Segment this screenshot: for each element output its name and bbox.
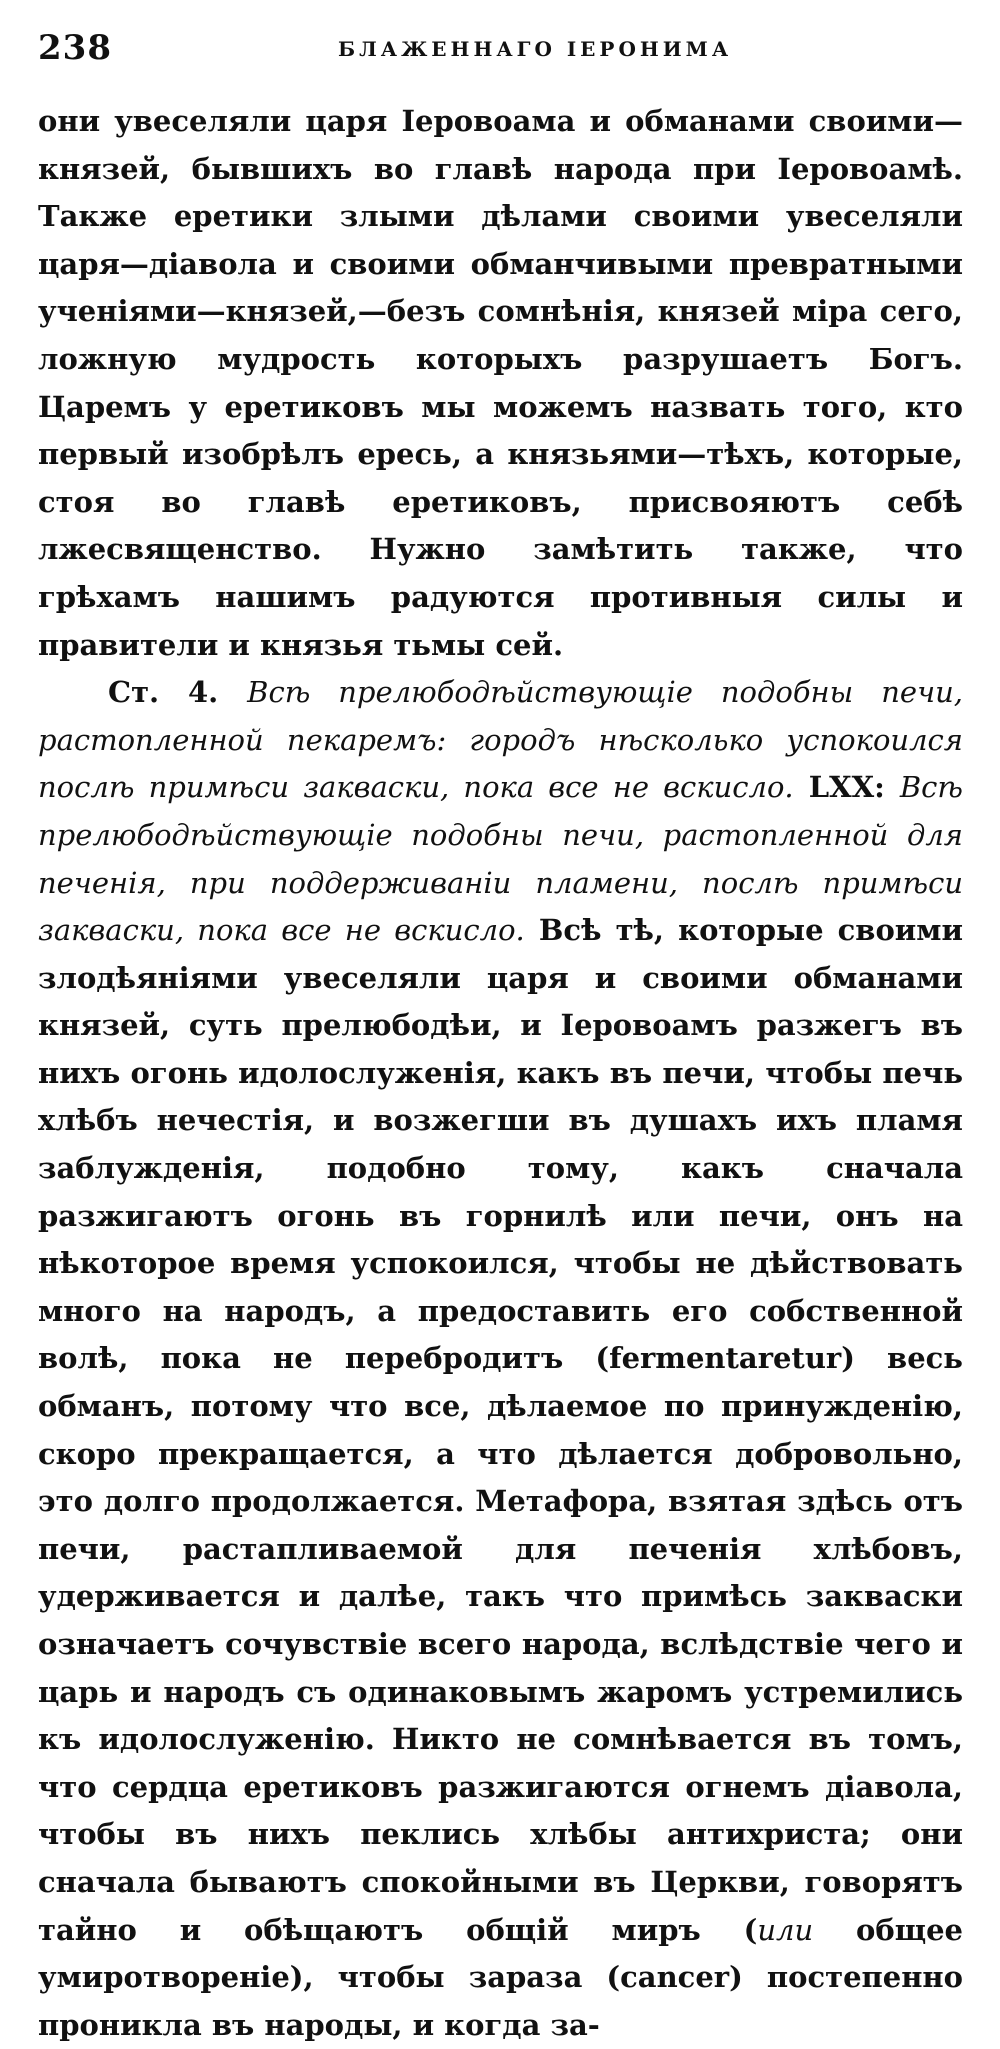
running-title: БЛАЖЕННАГО ІЕРОНИМА <box>338 37 733 61</box>
paragraph-1 <box>38 98 963 669</box>
commentary-text: Всѣ тѣ, которые своими злодѣяніями увеселяли царя и своими обманами князей, суть прелюбодѣи, и Іеровоамъ разжегъ въ нихъ огонь идолослуженія, какъ въ печи, чтобы печь хлѣбъ нечестія, и возжегши въ душахъ ихъ пламя заблужденія, подобно тому, какъ сначала разжигаютъ огонь въ горнилѣ или печи, онъ на нѣкоторое время успокоился, чтобы не дѣйствовать много на народъ, а предоставить его собственной волѣ, пока не перебродитъ (fermentaretur) весь обманъ, потому что все, дѣлаемое по принужденію, скоро прекращается, а что дѣлается добровольно, это долго продолжается. Метафора, взятая здѣсь отъ печи, растапливаемой для печенія хлѣбовъ, удерживается и далѣе, такъ что примѣсь закваски означаетъ сочувствіе всего народа, вслѣдствіе чего и царь и народъ съ одинаковымъ жаромъ устремились къ идолослуженію. Никто не сомнѣвается въ томъ, что сердца еретиковъ разжигаются огнемъ діавола, чтобы въ нихъ пеклись хлѣбы антихриста; они сначала бываютъ спокойными въ Церкви, говорятъ тайно и обѣщаютъ общій миръ ( <box>38 913 964 1947</box>
document-page <box>38 28 963 2049</box>
body-text <box>38 98 963 2049</box>
paragraph-2 <box>38 669 963 2049</box>
lxx-text: Всѣ прелюбодѣйствующіе подобны печи, растопленной для печенія, при поддерживаніи пламени, послѣ примѣси закваски, пока все не вскисло. <box>38 770 963 948</box>
page-header <box>38 28 963 76</box>
verse-label: Ст. 4. <box>108 675 219 710</box>
ili-word: или <box>757 1912 814 1947</box>
commentary-text-end: общее умиротвореніе), чтобы зараза (cancer) постепенно проникла въ народы, и когда за- <box>38 1912 964 2042</box>
page-number: 238 <box>38 28 112 68</box>
paragraph-1-text: они увеселяли царя Іеровоама и обманами своими—князей, бывшихъ во главѣ народа при Іеровоамѣ. Также еретики злыми дѣлами своими увеселяли царя—діавола и своими обманчивыми превратными ученіями—князей,—безъ сомнѣнія, князей міра сего, ложную мудрость которыхъ разрушаетъ Богъ. Царемъ у еретиковъ мы можемъ назвать того, кто первый изобрѣлъ ересь, а князьями—тѣхъ, которые, стоя во главѣ еретиковъ, присвояютъ себѣ лжесвященство. Нужно замѣтить также, что грѣхамъ нашимъ радуются противныя силы и правители и князья тьмы сей. <box>38 104 963 662</box>
lxx-label: LXX: <box>808 770 885 805</box>
verse-text: Всѣ прелюбодѣйствующіе подобны печи, растопленной пекаремъ: городъ нѣсколько успокоился послѣ примѣси закваски, пока все не вскисло. <box>38 675 963 805</box>
